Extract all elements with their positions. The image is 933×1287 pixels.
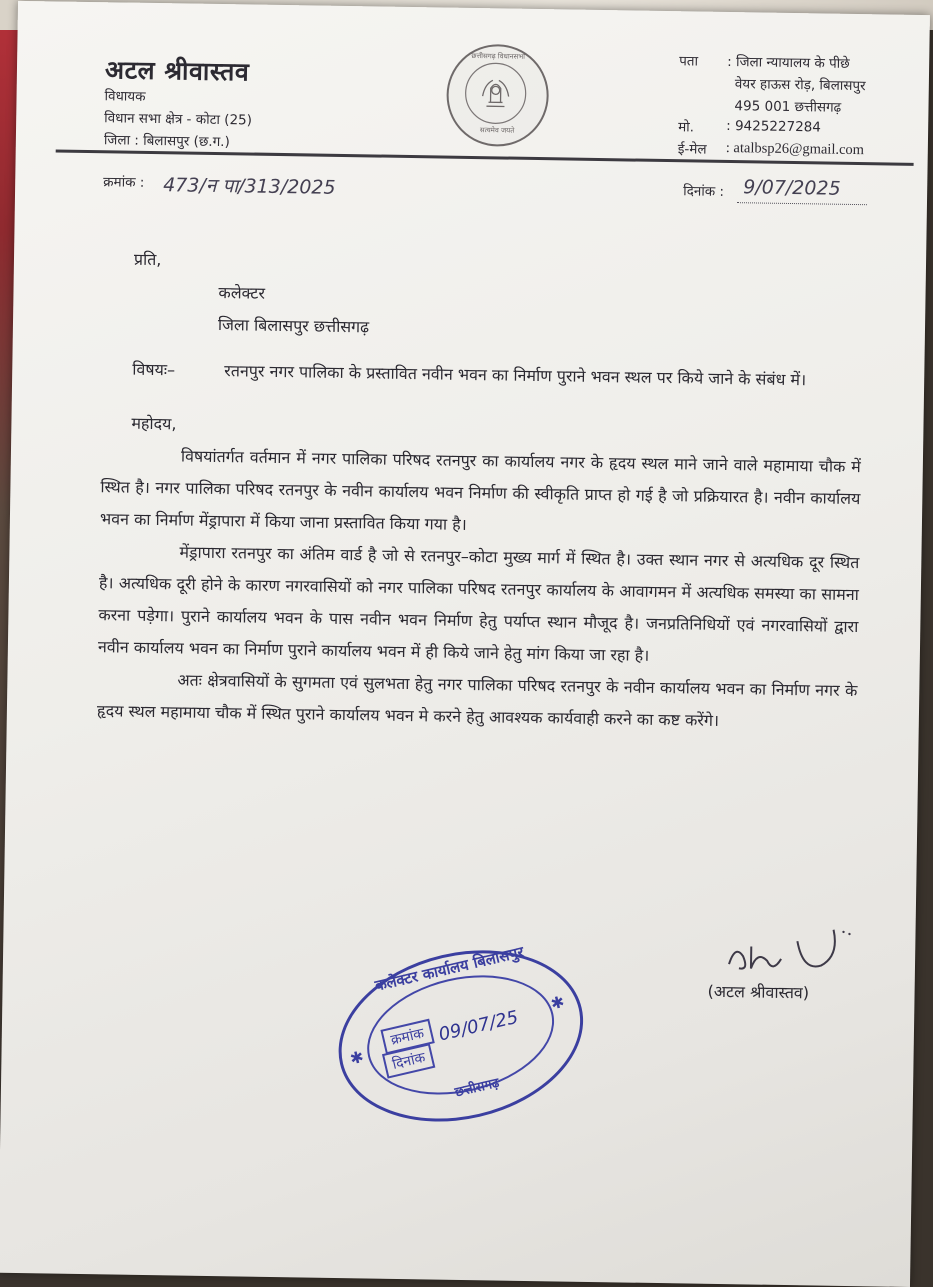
stamp-date-label: दिनांक — [382, 1043, 436, 1079]
stamp-date-value: 09/07/25 — [436, 1006, 521, 1046]
sender-name: अटल श्रीवास्तव — [104, 55, 250, 87]
subject-label: विषयः– — [132, 359, 176, 380]
emblem-motto: सत्यमेव जयते — [479, 126, 515, 135]
subject-text: रतनपुर नगर पालिका के प्रस्तावित नवीन भवन का निर्माण पुराने भवन स्थल पर किये जाने के संबंध में। — [224, 361, 807, 390]
address-label: पता — [679, 53, 699, 70]
assembly-emblem — [446, 44, 550, 148]
mobile-number: : 9425227284 — [726, 117, 822, 136]
letter-body — [97, 243, 865, 739]
letter-date: 9/07/2025 — [743, 176, 841, 200]
signatory-name: (अटल श्रीवास्तव) — [707, 981, 810, 1003]
mobile-label: मो. — [678, 119, 695, 136]
address-line-2: वेयर हाऊस रोड़, बिलासपुर — [734, 76, 866, 95]
recipient-line-2: जिला बिलासपुर छत्तीसगढ़ — [217, 315, 370, 337]
stamp-number-label: क्रमांक — [380, 1019, 434, 1055]
email-address: : atalbsp26@gmail.com — [725, 139, 865, 159]
date-underline — [737, 202, 867, 205]
stamp-state: छत्तीसगढ़ — [453, 1075, 501, 1101]
stamp-star-right-icon: ✱ — [548, 991, 567, 1014]
body-paragraph-1: विषयांतर्गत वर्तमान में नगर पालिका परिषद रतनपुर का कार्यालय नगर के हृदय स्थल माने जाने वाले महामाया चौक में स्थित है। नगर पालिका परिषद रतनपुर के नवीन कार्यालय भवन निर्माण की स्वीकृति प्राप्त हो गई है जो प्रक्रियारत है। नवीन कार्यालय भवन का निर्माण मेंड्रापारा में किया जाना प्रस्तावित किया गया है। — [99, 446, 861, 534]
address-line-1: : जिला न्यायालय के पीछे — [727, 53, 850, 72]
to-label: प्रति, — [133, 249, 162, 270]
emblem-top-text: छत्तीसगढ़ विधानसभा — [471, 51, 526, 61]
reference-number: 473/न पा/313/2025 — [163, 174, 336, 199]
email-label: ई-मेल — [677, 141, 707, 158]
address-line-3: 495 001 छत्तीसगढ़ — [734, 98, 842, 116]
letter-page — [0, 1, 930, 1287]
stamp-office-name: कलेक्टर कार्यालय बिलासपुर — [373, 942, 526, 995]
sender-district: जिला : बिलासपुर (छ.ग.) — [103, 132, 230, 151]
sender-designation: विधायक — [104, 88, 146, 105]
received-stamp — [321, 927, 600, 1145]
body-paragraph-2: मेंड्रापारा रतनपुर का अंतिम वार्ड है जो से रतनपुर–कोटा मुख्य मार्ग में स्थित है। उक्त स्थान नगर से अत्यधिक दूर स्थित है। अत्यधिक दूरी होने के कारण नगरवासियों को नगर पालिका परिषद रतनपुर कार्यालय के आवागमन में अत्यधिक समस्या का सामना करना पड़ेगा। पुराने कार्यालय भवन के पास नवीन भवन निर्माण हेतु पर्याप्त स्थान मौजूद है। जनप्रतिनिधियों एवं नगरवासियों द्वारा नवीन कार्यालय भवन का निर्माण पुराने कार्यालय भवन में ही किये जाने हेतु मांग किया जा रहा है। — [97, 542, 860, 665]
recipient-line-1: कलेक्टर — [218, 283, 266, 303]
reference-number-label: क्रमांक : — [103, 174, 145, 191]
stamp-star-left-icon: ✱ — [348, 1046, 366, 1069]
date-label: दिनांक : — [683, 183, 725, 200]
body-paragraph-3: अतः क्षेत्रवासियों के सुगमता एवं सुलभता हेतु नगर पालिका परिषद रतनपुर के नवीन कार्यालय भवन का निर्माण नगर के हृदय स्थल महामाया चौक में स्थित पुराने कार्यालय भवन मे करने हेतु आवश्यक कार्यवाही करने का कष्ट करेंगे। — [96, 670, 858, 730]
salutation: महोदय, — [131, 413, 177, 434]
handwritten-signature — [721, 920, 862, 982]
subject-row — [102, 353, 862, 397]
sender-constituency: विधान सभा क्षेत्र - कोटा (25) — [104, 110, 253, 129]
